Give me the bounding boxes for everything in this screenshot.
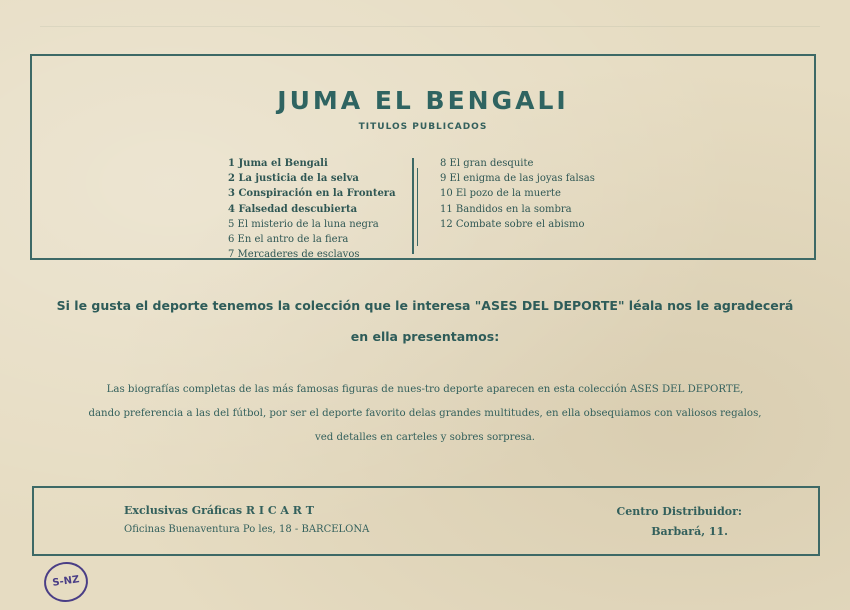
promo-line-2: en ella presentamos: xyxy=(350,329,500,344)
printer-name: Exclusivas Gráficas R I C A R T xyxy=(124,504,314,517)
titles-list-right xyxy=(440,156,640,232)
distributor-label: Centro Distribuidor: xyxy=(616,505,742,518)
title-item: 2 La justicia de la selva xyxy=(228,173,359,185)
paragraph-line: dando preferencia a las del fútbol, por ser el deporte favorito delas grandes multitudes, en ella obsequiamos con valiosos regalos, xyxy=(88,408,762,419)
footer-box xyxy=(32,486,820,556)
title-item: 8 El gran desquite xyxy=(440,158,534,169)
ink-stamp: S-NZ xyxy=(41,559,90,605)
promo-line-1: Si le gusta el deporte tenemos la colección que le interesa "ASES DEL DEPORTE" léala nos le agradecerá xyxy=(56,298,794,313)
title-item: 1 Juma el Bengali xyxy=(228,158,328,169)
title-item: 7 Mercaderes de esclavos xyxy=(228,249,360,261)
series-title: JUMA EL BENGALI xyxy=(277,86,569,115)
printer-address: Oficinas Buenaventura Po les, 18 - BARCELONA xyxy=(124,524,370,535)
list-divider-inner xyxy=(417,168,418,246)
titles-list-left xyxy=(228,156,403,262)
faint-header-band xyxy=(40,26,820,53)
description-paragraph xyxy=(30,378,820,450)
title-item: 10 El pozo de la muerte xyxy=(440,188,561,200)
title-item: 4 Falsedad descubierta xyxy=(228,203,358,215)
titles-box xyxy=(30,54,816,260)
paragraph-line: ved detalles en carteles y sobres sorpresa. xyxy=(314,432,536,443)
title-item: 5 El misterio de la luna negra xyxy=(228,218,379,230)
list-divider xyxy=(412,158,414,254)
title-item: 6 En el antro de la fiera xyxy=(228,234,349,246)
title-item: 3 Conspiración en la Frontera xyxy=(228,188,396,200)
distributor-address: Barbará, 11. xyxy=(651,525,728,538)
paragraph-line: Las biografías completas de las más famosas figuras de nues-tro deporte aparecen en esta colección ASES DEL DEPORTE, xyxy=(106,384,744,395)
title-item: 12 Combate sobre el abismo xyxy=(440,218,585,230)
title-item: 9 El enigma de las joyas falsas xyxy=(440,173,595,185)
series-subtitle: TITULOS PUBLICADOS xyxy=(358,122,488,132)
title-item: 11 Bandidos en la sombra xyxy=(440,203,572,215)
